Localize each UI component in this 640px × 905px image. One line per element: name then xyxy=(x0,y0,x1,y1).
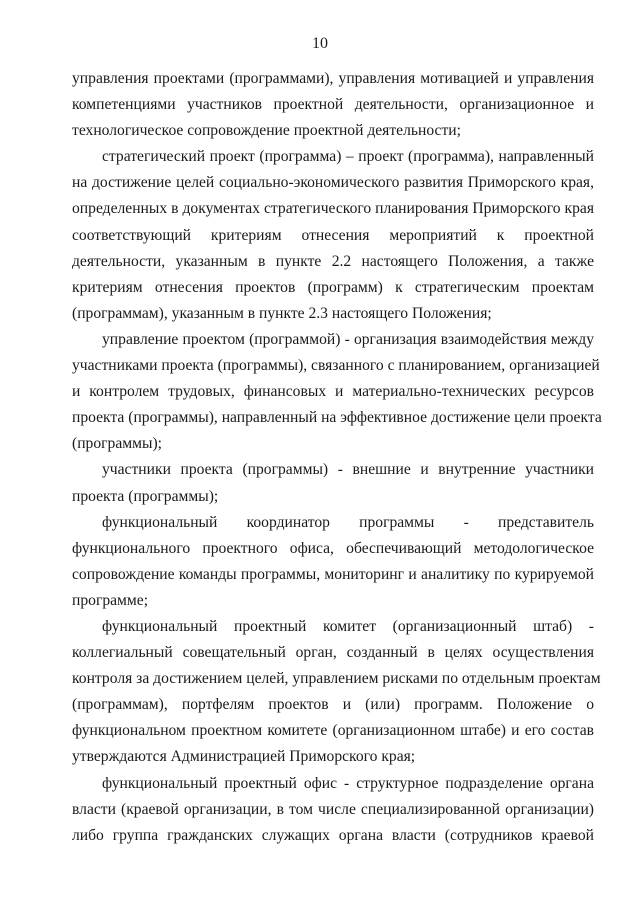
text-line: функциональном проектном комитете (организационном штабе) и его состав xyxy=(72,722,594,740)
text-line: критериям отнесения проектов (программ) к стратегическим проектам xyxy=(72,278,594,296)
paragraph-functional-office xyxy=(72,771,594,849)
paragraph-project-participants xyxy=(72,457,594,509)
page-number: 10 xyxy=(312,35,328,52)
text-line: проекта (программы), направленный на эффективное достижение цели проекта xyxy=(72,409,602,427)
paragraph-functional-coordinator xyxy=(72,510,594,614)
paragraph-functional-committee xyxy=(72,614,601,771)
text-line: функциональный координатор программы - представитель xyxy=(102,513,594,531)
document-body xyxy=(72,66,602,849)
text-line: технологическое сопровождение проектной деятельности; xyxy=(72,122,461,140)
text-line: (программам), указанным в пункте 2.3 настоящего Положения; xyxy=(72,304,492,322)
text-line: контроля за достижением целей, управлением рисками по отдельным проектам xyxy=(72,670,601,688)
text-line: деятельности, указанным в пункте 2.2 настоящего Положения, а также xyxy=(72,252,594,270)
text-line: (программам), портфелям проектов и (или) программ. Положение о xyxy=(72,696,594,714)
text-line: управление проектом (программой) - организация взаимодействия между xyxy=(102,330,594,348)
text-line: и контролем трудовых, финансовых и материально-технических ресурсов xyxy=(72,383,594,401)
text-line: власти (краевой организации, в том числе специализированной организации) xyxy=(72,800,594,818)
text-line: функционального проектного офиса, обеспечивающий методологическое xyxy=(72,539,594,557)
text-line: сопровождение команды программы, мониторинг и аналитику по курируемой xyxy=(72,565,594,583)
text-line: на достижение целей социально-экономического развития Приморского края, xyxy=(72,174,594,192)
text-line: стратегический проект (программа) – проект (программа), направленный xyxy=(102,148,594,166)
text-line: соответствующий критериям отнесения мероприятий к проектной xyxy=(72,226,594,244)
text-line: коллегиальный совещательный орган, созданный в целях осуществления xyxy=(72,644,594,662)
text-line: проекта (программы); xyxy=(72,487,219,505)
text-line: либо группа гражданских служащих органа власти (сотрудников краевой xyxy=(72,826,594,844)
paragraph-strategic-project xyxy=(72,144,594,327)
text-line: функциональный проектный офис - структурное подразделение органа xyxy=(102,774,594,792)
text-line: компетенциями участников проектной деятельности, организационное и xyxy=(72,96,594,114)
text-line: участниками проекта (программы), связанного с планированием, организацией xyxy=(72,357,600,375)
text-line: программе; xyxy=(72,591,149,609)
text-line: утверждаются Администрацией Приморского края; xyxy=(72,748,416,766)
text-line: определенных в документах стратегического планирования Приморского края xyxy=(72,200,594,218)
paragraph-continuation xyxy=(72,66,594,144)
text-line: управления проектами (программами), управления мотивацией и управления xyxy=(72,70,594,87)
text-line: (программы); xyxy=(72,435,162,453)
paragraph-project-management xyxy=(72,327,602,457)
text-line: участники проекта (программы) - внешние и внутренние участники xyxy=(102,461,594,479)
text-line: функциональный проектный комитет (организационный штаб) - xyxy=(102,617,594,635)
